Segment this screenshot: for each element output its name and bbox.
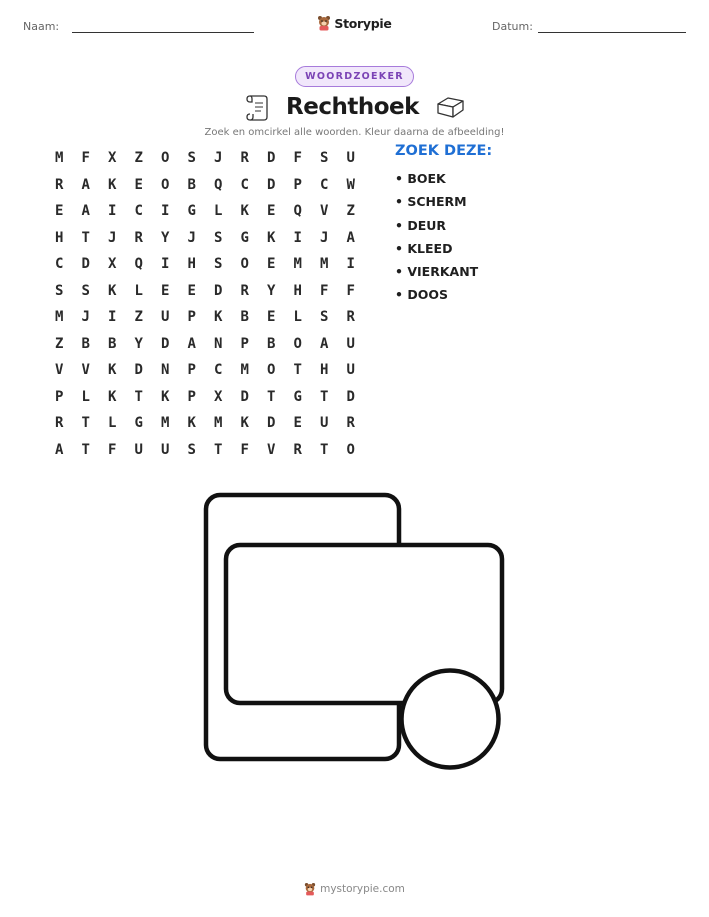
grid-letter-cell[interactable]: F [108, 441, 117, 458]
grid-letter-cell[interactable]: H [55, 229, 64, 246]
grid-letter-cell[interactable]: A [81, 176, 90, 193]
scroll-icon [244, 92, 270, 122]
grid-letter-cell[interactable]: R [346, 309, 355, 326]
grid-letter-cell[interactable]: G [293, 388, 302, 405]
grid-letter-cell[interactable]: K [108, 176, 117, 193]
grid-letter-cell[interactable]: G [134, 415, 143, 432]
grid-letter-cell[interactable]: T [267, 388, 276, 405]
grid-letter-cell[interactable]: M [55, 309, 64, 326]
word-list [395, 143, 492, 307]
grid-letter-cell[interactable]: P [187, 309, 196, 326]
grid-letter-cell[interactable]: M [240, 362, 249, 379]
grid-letter-cell[interactable]: O [240, 256, 249, 273]
grid-letter-cell[interactable]: L [293, 309, 302, 326]
rectangle-shapes-coloring-icon[interactable] [200, 488, 510, 778]
grid-letter-cell[interactable]: Y [134, 335, 143, 352]
grid-letter-cell[interactable]: O [293, 335, 302, 352]
grid-letter-cell[interactable]: R [55, 176, 64, 193]
word-item: • BOEK [395, 171, 446, 186]
grid-letter-cell[interactable]: D [161, 335, 170, 352]
grid-letter-cell[interactable]: F [346, 282, 355, 299]
grid-letter-cell[interactable]: A [346, 229, 355, 246]
grid-letter-cell[interactable]: Q [134, 256, 143, 273]
grid-letter-cell[interactable]: R [240, 150, 249, 167]
word-search-grid[interactable] [46, 145, 364, 463]
grid-letter-cell[interactable]: J [187, 229, 196, 246]
grid-letter-cell[interactable]: T [134, 388, 143, 405]
grid-letter-cell[interactable]: K [187, 415, 196, 432]
grid-letter-cell[interactable]: K [108, 362, 117, 379]
grid-letter-cell[interactable]: P [240, 335, 249, 352]
storypie-mascot-icon [317, 15, 331, 31]
grid-letter-cell[interactable]: V [267, 441, 276, 458]
date-label: Datum: [492, 20, 533, 33]
logo-text: Storypie [334, 15, 392, 31]
grid-letter-cell[interactable]: L [81, 388, 90, 405]
footer [0, 879, 709, 899]
grid-letter-cell[interactable]: I [161, 203, 170, 220]
grid-letter-cell[interactable]: D [267, 150, 276, 167]
grid-letter-cell[interactable]: P [187, 388, 196, 405]
grid-letter-cell[interactable]: J [214, 150, 223, 167]
grid-letter-cell[interactable]: E [293, 415, 302, 432]
grid-letter-cell[interactable]: O [267, 362, 276, 379]
grid-letter-cell[interactable]: P [293, 176, 302, 193]
grid-letter-cell[interactable]: M [214, 415, 223, 432]
grid-letter-cell[interactable]: D [346, 388, 355, 405]
storypie-mascot-icon [304, 882, 316, 896]
grid-letter-cell[interactable]: F [81, 150, 90, 167]
grid-letter-cell[interactable]: E [267, 309, 276, 326]
grid-letter-cell[interactable]: B [108, 335, 117, 352]
grid-letter-cell[interactable]: C [240, 176, 249, 193]
date-line[interactable] [538, 32, 686, 33]
grid-letter-cell[interactable]: L [108, 415, 117, 432]
grid-letter-cell[interactable]: X [108, 150, 117, 167]
grid-letter-cell[interactable]: U [134, 441, 143, 458]
grid-letter-cell[interactable]: T [320, 441, 329, 458]
grid-letter-cell[interactable]: D [81, 256, 90, 273]
eraser-icon [435, 95, 465, 119]
grid-letter-cell[interactable]: T [320, 388, 329, 405]
grid-letter-cell[interactable]: D [267, 415, 276, 432]
grid-letter-cell[interactable]: J [320, 229, 329, 246]
instructions-text: Zoek en omcirkel alle woorden. Kleur daarna de afbeelding! [204, 127, 505, 138]
worksheet-type-badge: WOORDZOEKER [295, 66, 414, 87]
grid-letter-cell[interactable]: H [320, 362, 329, 379]
grid-letter-cell[interactable]: S [187, 150, 196, 167]
grid-letter-cell[interactable]: E [267, 256, 276, 273]
grid-letter-cell[interactable]: V [55, 362, 64, 379]
grid-letter-cell[interactable]: F [240, 441, 249, 458]
grid-letter-cell[interactable]: E [134, 176, 143, 193]
grid-letter-cell[interactable]: C [320, 176, 329, 193]
grid-letter-cell[interactable]: I [346, 256, 355, 273]
grid-letter-cell[interactable]: D [134, 362, 143, 379]
grid-letter-cell[interactable]: I [161, 256, 170, 273]
grid-letter-cell[interactable]: O [161, 150, 170, 167]
grid-letter-cell[interactable]: G [187, 203, 196, 220]
grid-letter-cell[interactable]: Z [134, 150, 143, 167]
grid-letter-cell[interactable]: S [187, 441, 196, 458]
grid-letter-cell[interactable]: Z [55, 335, 64, 352]
grid-letter-cell[interactable]: U [346, 362, 355, 379]
grid-letter-cell[interactable]: F [293, 150, 302, 167]
grid-letter-cell[interactable]: B [240, 309, 249, 326]
grid-letter-cell[interactable]: X [214, 388, 223, 405]
grid-letter-cell[interactable]: L [214, 203, 223, 220]
grid-letter-cell[interactable]: H [293, 282, 302, 299]
grid-letter-cell[interactable]: R [293, 441, 302, 458]
grid-letter-cell[interactable]: K [240, 415, 249, 432]
grid-letter-cell[interactable]: K [214, 309, 223, 326]
grid-letter-cell[interactable]: Y [267, 282, 276, 299]
title-row [0, 90, 709, 124]
grid-letter-cell[interactable]: A [81, 203, 90, 220]
grid-letter-cell[interactable]: V [320, 203, 329, 220]
grid-letter-cell[interactable]: A [187, 335, 196, 352]
grid-letter-cell[interactable]: O [161, 176, 170, 193]
grid-letter-cell[interactable]: N [161, 362, 170, 379]
grid-letter-cell[interactable]: T [293, 362, 302, 379]
grid-letter-cell[interactable]: V [81, 362, 90, 379]
grid-letter-cell[interactable]: R [240, 282, 249, 299]
grid-letter-cell[interactable]: M [320, 256, 329, 273]
grid-letter-cell[interactable]: Q [214, 176, 223, 193]
grid-letter-cell[interactable]: D [214, 282, 223, 299]
storypie-logo [0, 12, 709, 34]
grid-letter-cell[interactable]: X [108, 256, 117, 273]
grid-letter-cell[interactable]: I [293, 229, 302, 246]
grid-letter-cell[interactable]: U [346, 335, 355, 352]
grid-letter-cell[interactable]: R [134, 229, 143, 246]
grid-letter-cell[interactable]: M [55, 150, 64, 167]
grid-letter-cell[interactable]: P [187, 362, 196, 379]
word-item: • KLEED [395, 240, 453, 256]
grid-letter-cell[interactable]: C [214, 362, 223, 379]
grid-letter-cell[interactable]: F [320, 282, 329, 299]
grid-letter-cell[interactable]: C [55, 256, 64, 273]
grid-letter-cell[interactable]: T [214, 441, 223, 458]
word-item: • DOOS [395, 287, 448, 303]
grid-letter-cell[interactable]: K [240, 203, 249, 220]
word-list-title: ZOEK DEZE: [395, 143, 493, 159]
grid-letter-cell[interactable]: K [108, 282, 117, 299]
grid-letter-cell[interactable]: G [240, 229, 249, 246]
grid-letter-cell[interactable]: D [267, 176, 276, 193]
word-item: • SCHERM [395, 194, 467, 210]
grid-letter-cell[interactable]: K [161, 388, 170, 405]
word-item: • VIERKANT [395, 264, 479, 280]
grid-letter-cell[interactable]: T [81, 415, 90, 432]
grid-letter-cell[interactable]: U [320, 415, 329, 432]
grid-letter-cell[interactable]: U [161, 441, 170, 458]
grid-letter-cell[interactable]: I [108, 203, 117, 220]
grid-letter-cell[interactable]: R [346, 415, 355, 432]
grid-letter-cell[interactable]: K [267, 229, 276, 246]
grid-letter-cell[interactable]: E [267, 203, 276, 220]
grid-letter-cell[interactable]: M [161, 415, 170, 432]
grid-letter-cell[interactable]: O [346, 441, 355, 458]
page-title: Rechthoek [286, 94, 419, 120]
grid-letter-cell[interactable]: D [240, 388, 249, 405]
grid-letter-cell[interactable]: M [293, 256, 302, 273]
grid-letter-cell[interactable]: S [214, 229, 223, 246]
footer-url[interactable]: mystorypie.com [320, 883, 405, 895]
name-label: Naam: [23, 20, 60, 33]
grid-letter-cell[interactable]: A [55, 441, 64, 458]
grid-letter-cell[interactable]: K [108, 388, 117, 405]
grid-letter-cell[interactable]: N [214, 335, 223, 352]
grid-letter-cell[interactable]: Z [346, 203, 355, 220]
grid-letter-cell[interactable]: Y [161, 229, 170, 246]
grid-letter-cell[interactable]: A [320, 335, 329, 352]
grid-letter-cell[interactable]: S [214, 256, 223, 273]
grid-letter-cell[interactable]: T [81, 229, 90, 246]
grid-letter-cell[interactable]: U [346, 150, 355, 167]
grid-letter-cell[interactable]: B [267, 335, 276, 352]
grid-letter-cell[interactable]: S [320, 150, 329, 167]
grid-letter-cell[interactable]: U [161, 309, 170, 326]
grid-letter-cell[interactable]: B [187, 176, 196, 193]
grid-letter-cell[interactable]: J [81, 309, 90, 326]
grid-letter-cell[interactable]: I [108, 309, 117, 326]
grid-letter-cell[interactable]: S [320, 309, 329, 326]
grid-letter-cell[interactable]: H [187, 256, 196, 273]
grid-letter-cell[interactable]: S [81, 282, 90, 299]
grid-letter-cell[interactable]: J [108, 229, 117, 246]
grid-letter-cell[interactable]: R [55, 415, 64, 432]
grid-letter-cell[interactable]: T [81, 441, 90, 458]
grid-letter-cell[interactable]: S [55, 282, 64, 299]
grid-letter-cell[interactable]: C [134, 203, 143, 220]
grid-letter-cell[interactable]: E [161, 282, 170, 299]
grid-letter-cell[interactable]: L [134, 282, 143, 299]
grid-letter-cell[interactable]: Q [293, 203, 302, 220]
word-item: • DEUR [395, 217, 447, 233]
grid-letter-cell[interactable]: E [55, 203, 64, 220]
grid-letter-cell[interactable]: E [187, 282, 196, 299]
grid-letter-cell[interactable]: Z [134, 309, 143, 326]
grid-letter-cell[interactable]: P [55, 388, 64, 405]
grid-letter-cell[interactable]: B [81, 335, 90, 352]
grid-letter-cell[interactable]: W [346, 176, 355, 193]
